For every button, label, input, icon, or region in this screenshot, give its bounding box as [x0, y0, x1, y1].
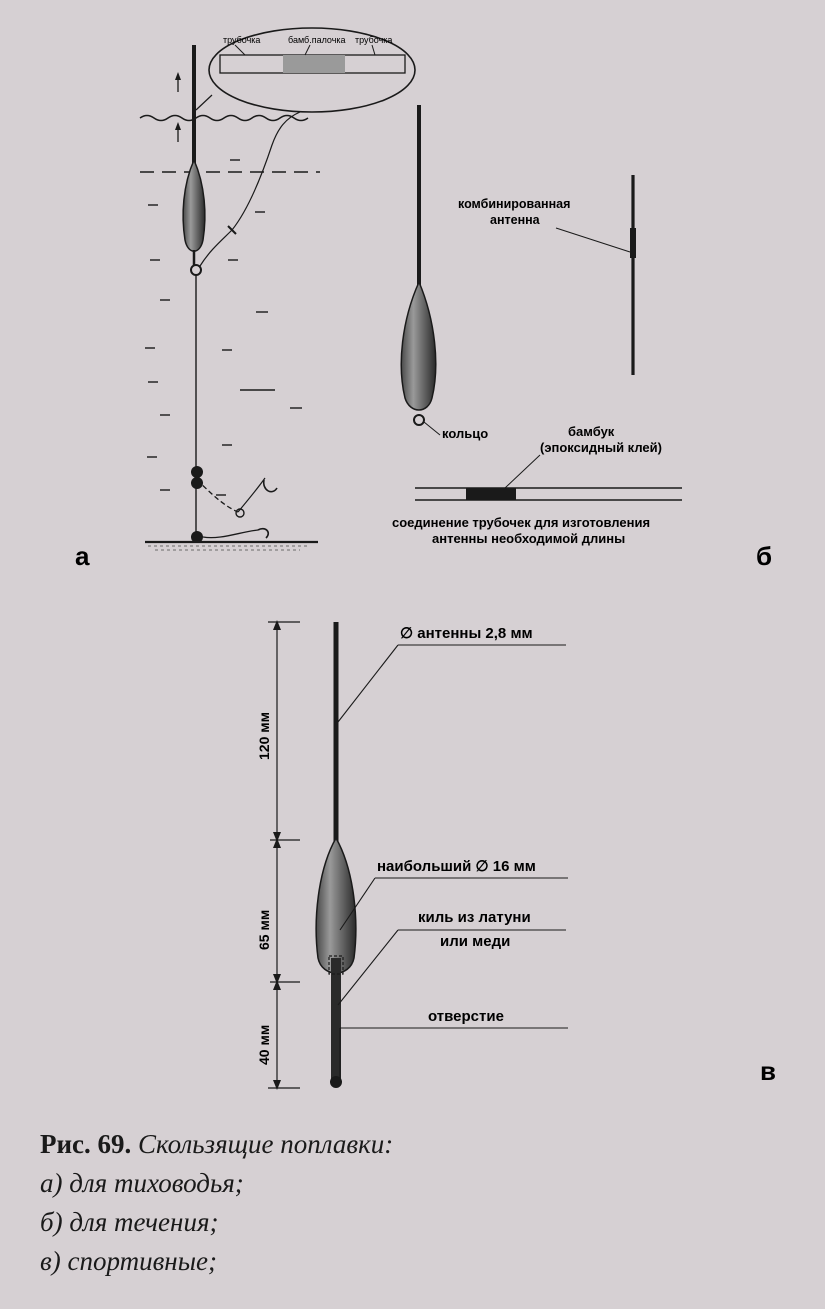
- panel-a-letter: а: [75, 541, 90, 571]
- float-b-ring: [414, 415, 424, 425]
- inset-label-tube-2: трубочка: [355, 35, 393, 45]
- label-antenna-diam: ∅ антенны 2,8 мм: [400, 625, 533, 642]
- caption-item-a: а) для тиховодья;: [40, 1168, 244, 1198]
- panel-a: [75, 28, 415, 571]
- label-ring: кольцо: [442, 426, 489, 441]
- shot-weight-2: [191, 477, 203, 489]
- dim-65-label: 65 мм: [256, 909, 272, 950]
- label-keel-1: киль из латуни: [418, 909, 531, 926]
- float-a-body: [183, 160, 205, 251]
- shot-weight-1: [191, 466, 203, 478]
- panel-c: [256, 620, 776, 1090]
- caption-title: Скользящие поплавки:: [138, 1129, 394, 1159]
- hook-a-upper: [264, 480, 277, 492]
- label-max-diam: наибольший ∅ 16 мм: [377, 858, 536, 875]
- label-bamboo-2: (эпоксидный клей): [540, 440, 662, 455]
- float-c-body: [316, 838, 356, 973]
- water-surface: [140, 116, 308, 121]
- caption-item-b: б) для течения;: [40, 1207, 219, 1237]
- caption-number: Рис. 69.: [40, 1129, 132, 1159]
- panel-b: [392, 105, 772, 571]
- float-b-body: [401, 282, 435, 410]
- dim-40-label: 40 мм: [256, 1024, 272, 1065]
- bamboo-insert: [466, 488, 516, 500]
- label-keel-2: или меди: [440, 933, 511, 950]
- label-joint-1: соединение трубочек для изготовления: [392, 515, 651, 530]
- figure-caption: [40, 1125, 800, 1281]
- float-a-ring: [191, 265, 201, 275]
- label-hole: отверстие: [428, 1008, 504, 1025]
- label-combined-antenna-1: комбинированная: [458, 197, 571, 211]
- dim-120-label: 120 мм: [256, 712, 272, 760]
- caption-item-c: в) спортивные;: [40, 1246, 217, 1276]
- label-bamboo-1: бамбук: [568, 424, 615, 439]
- bottom-shot: [191, 531, 203, 543]
- panel-b-letter: б: [756, 541, 773, 571]
- inset-bamboo-fill: [283, 55, 345, 73]
- label-combined-antenna-2: антенна: [490, 213, 540, 227]
- hook-a-bottom: [258, 529, 268, 538]
- label-joint-2: антенны необходимой длины: [432, 531, 626, 546]
- inset-label-tube-1: трубочка: [223, 35, 261, 45]
- panel-c-letter: в: [760, 1056, 776, 1086]
- inset-label-bamboo: бамб.палочка: [288, 35, 346, 45]
